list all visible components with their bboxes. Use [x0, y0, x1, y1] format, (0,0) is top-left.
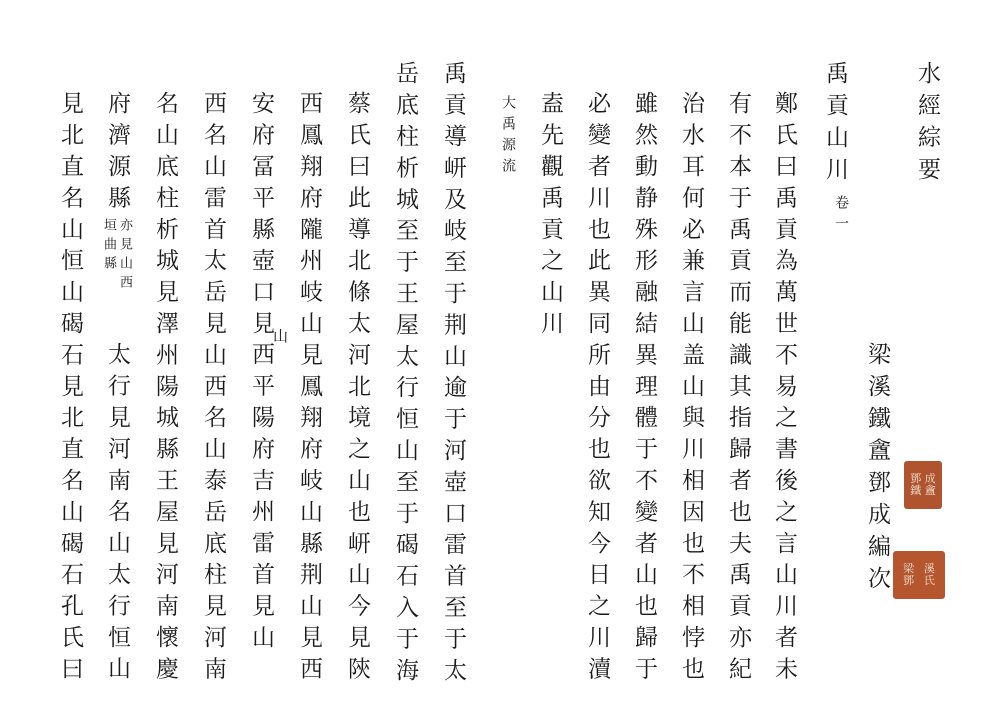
section-title: 禹貢山川: [822, 61, 848, 189]
preface-column: 治水耳何必兼言山盖山與川相因也不相悖也: [678, 91, 704, 688]
preface-column: 有不本于禹貢而能識其指歸者也夫禹貢亦紀: [725, 91, 751, 688]
volume-label: 卷一: [833, 195, 849, 237]
preface-column: 鄭氏曰禹貢為萬世不易之書後之言山川者未: [771, 91, 797, 688]
body-column: 府濟源縣: [104, 91, 130, 217]
preface-column: 必變者川也此異同所由分也欲知今日之川瀆: [584, 91, 610, 688]
interlinear-note: 垣曲縣: [101, 218, 116, 275]
body-column: 西鳳翔府隴州岐山見鳳翔府岐山縣荆山見西: [296, 91, 322, 688]
compiler-credit: 梁溪鐵盦鄧成編次: [864, 342, 890, 598]
interlinear-note: 山: [271, 328, 289, 346]
body-column: 西名山雷首太岳見山西名山泰岳底柱見河南: [200, 91, 226, 688]
body-column: 禹貢導岍及岐至于荆山逾于河壺口雷首至于太: [440, 61, 466, 689]
body-column: 西平陽府吉州雷首見山: [248, 342, 274, 656]
body-column: 見北直名山恒山碣石見北直名山碣石孔氏曰: [57, 91, 83, 688]
subheading: 大禹源流: [500, 95, 516, 179]
seal-stamp: 鄧 成 鐵 盦: [904, 461, 942, 509]
body-column: 蔡氏曰此導北條太河北境之山也岍山今見陝: [344, 91, 370, 688]
preface-column: 雖然動静殊形融結異理體于不變者山也歸于: [631, 91, 657, 688]
body-column: 太行見河南名山太行恒山: [104, 342, 130, 688]
body-column: 名山底柱析城見澤州陽城縣王屋見河南懷慶: [152, 91, 178, 688]
seal-stamp: 梁 溪 鄧 氏: [893, 551, 945, 599]
book-title: 水經綜要: [914, 61, 940, 189]
body-column: 安府冨平縣壺口見: [248, 91, 274, 343]
interlinear-note: 亦見山西: [117, 218, 132, 294]
body-column: 岳底柱析城至于王屋太行恒山至于碣石入于海: [392, 61, 418, 689]
preface-column: 盍先觀禹貢之山川: [537, 91, 563, 343]
